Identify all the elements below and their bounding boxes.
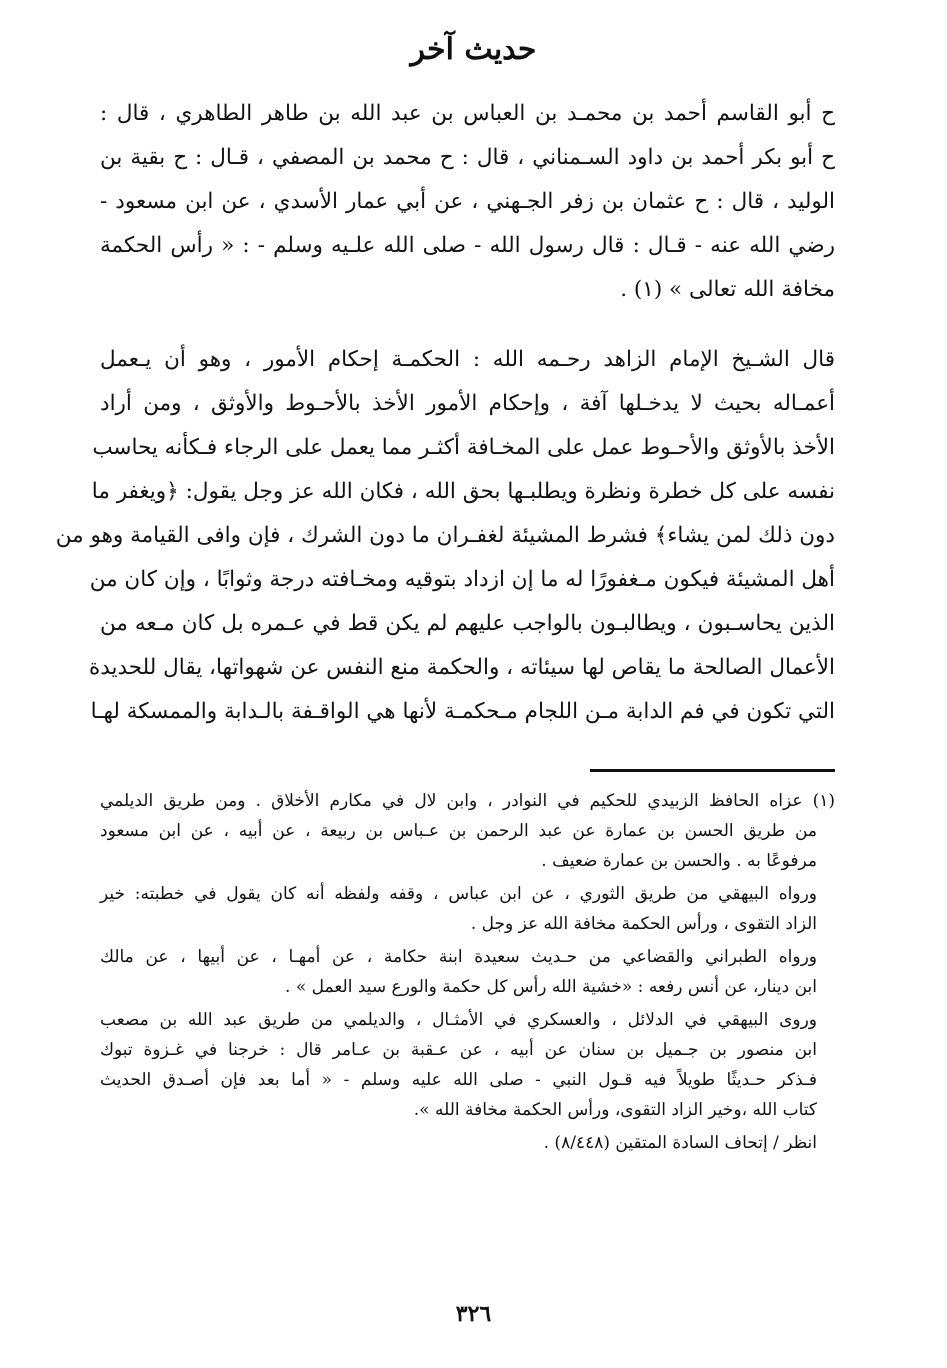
text-line: ح أبو القاسم أحمد بن محمـد بن العباس بن عبد الله بن طاهر الطاهري ، قال : [100, 101, 835, 126]
text-line: الأعمال الصالحة ما يقاص لها سيئاته ، والحكمة منع النفس عن شهواتها، يقال للحديدة [88, 655, 835, 680]
paragraph-hadith-chain [100, 92, 835, 312]
paragraph-commentary [55, 338, 835, 734]
footnote-block [100, 879, 835, 939]
text-line: الوليد ، قال : ح عثمان بن زفر الجـهني ، عن أبي عمار الأسدي ، عن ابن مسعود - [100, 189, 835, 214]
footnote-line: من طريق الحسن بن عمارة عن عبد الرحمن بن عـباس بن ربيعة ، عن أبيه ، عن ابن مسعود [100, 821, 817, 841]
footnote-block [100, 786, 835, 876]
footnote-line: الزاد التقوى ، ورأس الحكمة مخافة الله عز وجل . [470, 914, 817, 934]
footnote-line: ورواه البيهقي من طريق الثوري ، عن ابن عباس ، وقفه ولفظه أنه كان يقول في خطبته: خير [100, 884, 817, 904]
footnote-line: ابن منصور بن جـميل بن سنان عن أبيه ، عن عـقبة بن عـامر قال : خرجنا في غـزوة تبوك [100, 1040, 817, 1060]
page-number: ٣٢٦ [455, 1301, 492, 1327]
text-line: نفسه على كل خطرة ونظرة ويطلبـها بحق الله ، فكان الله عز وجل يقول: ﴿ويغفر ما [91, 479, 835, 504]
text-line: الأخذ بالأوثق والأحـوط عمل على المخـافة أكثـر مما يعمل على الرجاء فـكأنه يحاسب [92, 435, 835, 460]
footnote-divider [590, 769, 835, 772]
footnote-line: انظر / إتحاف السادة المتقين (٨/٤٤٨) . [543, 1133, 817, 1153]
footnote-line: فـذكر حـديثًا طويلاً فيه قـول النبي - صلى الله عليه وسلم - « أما بعد فإن أصـدق الحديث [100, 1070, 817, 1090]
text-line: ح أبو بكر أحمد بن داود السـمناني ، قال : ح محمد بن المصفي ، قـال : ح بقية بن [100, 145, 835, 170]
footnote-line: كتاب الله ،وخير الزاد التقوى، ورأس الحكمة مخافة الله ». [413, 1100, 817, 1120]
page-title: حديث آخر [410, 32, 537, 67]
text-line: أعمـاله بحيث لا يدخـلها آفة ، وإحكام الأمور الأخذ بالأحـوط والأوثق ، ومن أراد [100, 391, 835, 416]
text-line: مخافة الله تعالى » (١) . [620, 277, 835, 302]
footnote-line: (١) عزاه الحافظ الزبيدي للحكيم في النوادر ، وابن لال في مكارم الأخلاق . ومن طريق الديلمي [100, 791, 835, 811]
text-line: أهل المشيئة فيكون مـغفورًا له ما إن ازداد بتوقيه ومخـافته درجة وثوابًا ، وإن كان من [89, 567, 835, 592]
text-line: قال الشـيخ الإمام الزاهد رحـمه الله : الحكمـة إحكام الأمور ، وهو أن يـعمل [100, 347, 835, 372]
footnote-line: وروى البيهقي في الدلائل ، والعسكري في الأمثـال ، والديلمي من طريق عبد الله بن مصعب [100, 1010, 817, 1030]
footnote-line: ابن دينار، عن أنس رفعه : «خشية الله رأس كل حكمة والورع سيد العمل » . [285, 977, 817, 997]
footnote-block [100, 942, 835, 1002]
footnotes [100, 786, 835, 1158]
text-line: الذين يحاسـبون ، ويطالبـون بالواجب عليهم لم يكن قط في عـمره بل كان مـعه من [100, 611, 835, 636]
text-line: التي تكون في فم الدابة مـن اللجام مـحكمـة لأنها هي الواقـفة بالـدابة والممسكة لهـا [90, 699, 835, 724]
footnote-block [100, 1128, 835, 1158]
text-line: رضي الله عنه - قـال : قال رسول الله - صلى الله علـيه وسلم - : « رأس الحكمة [100, 233, 835, 258]
footnote-line: مرفوعًا به . والحسن بن عمارة ضعيف . [541, 851, 817, 871]
main-text [55, 92, 835, 734]
footnote-block [100, 1005, 835, 1125]
footnote-line: ورواه الطبراني والقضاعي من حـديث سعيدة ابنة حكامة ، عن أمهـا ، عن أبيها ، عن مالك [100, 947, 817, 967]
text-line: دون ذلك لمن يشاء﴾ فشرط المشيئة لغفـران ما دون الشرك ، فإن وافى القيامة وهو من [55, 523, 835, 548]
